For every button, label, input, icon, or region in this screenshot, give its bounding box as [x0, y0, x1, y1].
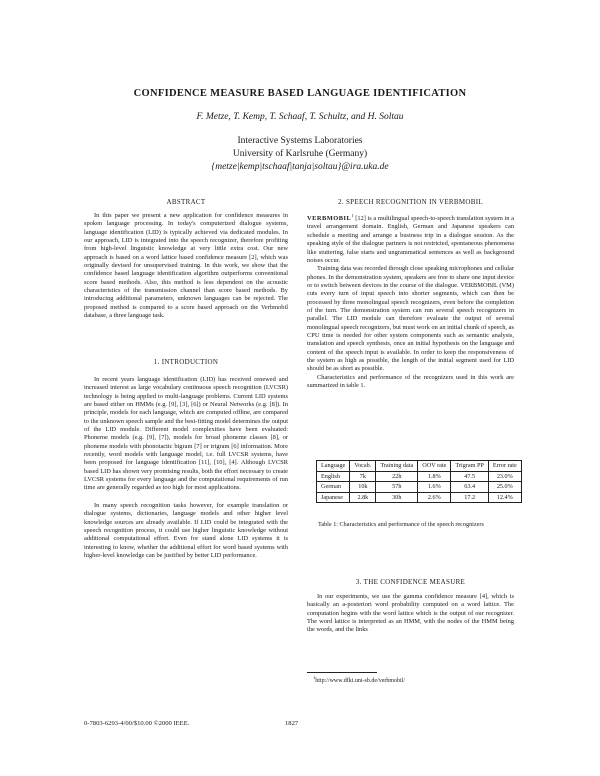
section2-paragraph-2: Training data was recorded through close speaking microphones and cellular phones. In the demonstration system, speakers are free to share one input device or to switch between devices in the course of the dialogue. VERBMOBIL (VM) cuts every turn of input speech into shorter segments, which can then be processed by three monolingual speech recognizers, even before the completion of the turn. The demonstration system can run several speech recognizers in parallel. The LID module can therefore evaluate the output of several monolingual speech recognizers, but must work on an initial chunk of speech, as CPU time is needed for other system components such as semantic analysis, translation and speech synthesis, once an initial hypothesis on the language and content of the speech input is available. In order to keep the responsiveness of the system as high as possible, the length of the initial segment used for LID should be as short as possible.: [307, 265, 514, 373]
section3-heading: 3. THE CONFIDENCE MEASURE: [355, 578, 466, 586]
table-cell: 1.8%: [418, 471, 451, 482]
table-cell: 22h: [376, 471, 418, 482]
section3-paragraph-1: In our experiments, we use the gamma confidence measure [4], which is basically an a-posteriori word probability computed on a word lattice. The computation begins with the word lattice which is the output of our recognizer. The word lattice is interpreted as an HMM, with the nodes of the HMM being the words, and the links: [307, 593, 514, 634]
table-cell: 47.5: [451, 471, 488, 482]
table-row: [317, 482, 522, 493]
affiliation-lab: Interactive Systems Laboratories: [237, 136, 363, 146]
section2-paragraph-1-text: [12] is a multilingual speech-to-speech translation system in a travel arrangement domain. English, German and Japanese speakers can schedule a meeting and arrange a business trip in a dialogue session. As the speaking style of the dialogue partners is not restricted, spontaneous phenomena like stuttering, false starts and ungrammatical sentences as well as background noises occur.: [307, 215, 514, 264]
section2-paragraph-3: Characteristics and performance of the recognizers used in this work are summarized in table 1.: [307, 373, 514, 389]
table-cell: 10k: [350, 482, 376, 493]
table-cell: 7k: [350, 471, 376, 482]
table-header-cell: Vocab.: [350, 461, 376, 472]
table-header-cell: Trigram PP: [451, 461, 488, 472]
section2-body: [307, 212, 514, 390]
table-row: [317, 492, 522, 503]
affiliation-university: University of Karlsruhe (Germany): [232, 149, 368, 159]
section3-body: [307, 593, 514, 635]
table-cell: 23.0%: [488, 471, 521, 482]
page-number: 1827: [285, 720, 299, 727]
introduction-body: [84, 376, 288, 560]
table-cell: German: [317, 482, 350, 493]
table-header-cell: Language: [317, 461, 350, 472]
table-cell: 2.8k: [350, 492, 376, 503]
table-cell: 1.6%: [418, 482, 451, 493]
footnote: [313, 675, 405, 684]
introduction-paragraph-2: In many speech recognition tasks however, for example translation or dialogue systems, dictionaries, language models and other higher level knowledge sources are already available. If LID could be integrated with the speech recognition process, it could use higher linguistic knowledge without additional computational effort. Even for stand alone LID systems it is interesting to know, whether the additional effort for word based systems with higher-level knowledge can be justified by better LID performance.: [84, 501, 288, 559]
section2-heading: 2. SPEECH RECOGNITION IN VERBMOBIL: [338, 198, 483, 206]
table-header-cell: Training data: [376, 461, 418, 472]
affiliation-emails: {metze|kemp|tschaaf|tanja|soltau}@ira.uka.de: [211, 162, 389, 172]
footnote-mark: 1: [351, 213, 354, 218]
footnote-url: http://www.dfki.uni-sb.de/verbmobil/: [315, 678, 406, 684]
table-cell: 17.2: [451, 492, 488, 503]
introduction-heading: 1. INTRODUCTION: [153, 358, 219, 366]
footnote-number: 1: [313, 675, 316, 680]
table-row: [317, 471, 522, 482]
paper-title: CONFIDENCE MEASURE BASED LANGUAGE IDENTIFICATION: [133, 88, 467, 99]
verbmobil-lead: VERBMOBIL: [307, 215, 352, 223]
table-cell: 2.6%: [418, 492, 451, 503]
table-cell: Japanese: [317, 492, 350, 503]
section2-paragraph-1: [307, 212, 514, 265]
table-header-cell: Error rate: [488, 461, 521, 472]
abstract-body: [84, 212, 288, 320]
table-caption: Table 1: Characteristics and performance of the speech recognizers: [318, 521, 484, 528]
table-cell: 12.4%: [488, 492, 521, 503]
footnote-divider: [307, 672, 377, 673]
recognizer-table: [316, 460, 522, 503]
table-cell: 63.4: [451, 482, 488, 493]
abstract-text: In this paper we present a new application for confidence measures in spoken language processing. In today's computerized dialogue systems, language identification (LID) is typically achieved via dedicated modules. In our approach, LID is integrated into the speech recognizer, therefore profiting from high-level linguistic knowledge at very little extra cost. Our new approach is based on a word lattice based confidence measure [2], which was originally devised for unsupervised training. In this work, we show that the confidence based language identification algorithm outperforms conventional score based methods. Also, this method is less dependent on the acoustic characteristics of the transmission channel than score based methods. By introducing additional parameters, unknown languages can be rejected. The proposed method is compared to a score based approach on the Verbmobil database, a three language task.: [84, 212, 288, 320]
table-cell: English: [317, 471, 350, 482]
table-cell: 30h: [376, 492, 418, 503]
table-cell: 25.0%: [488, 482, 521, 493]
table-header-row: [317, 461, 522, 472]
copyright-line: 0-7803-6293-4/00/$10.00 ©2000 IEEE.: [84, 720, 190, 727]
abstract-heading: ABSTRACT: [166, 198, 206, 206]
author-list: F. Metze, T. Kemp, T. Schaaf, T. Schultz, and H. Soltau: [196, 112, 404, 122]
introduction-paragraph-1: In recent years language identification (LID) has received renewed and increased interest as large vocabulary continuous speech recognition (LVCSR) technology is being applied to multi-language problems. Current LID systems are based either on HMMs (e.g. [9], [3], [6]) or Neural Networks (e.g. [8]). In principle, models for each language, which are computed offline, are compared to the unknown speech sample and the best-fitting model determines the output of the LID module. Different model complexities have been evaluated: Phoneme models (e.g. [9], [7]), models for broad phoneme classes [8], or phoneme models with phonotactic bigram [7] or trigram [6] information. More recently, word models with language model, i.e. full LVCSR systems, have been proposed for language identification [11], [10], [4]. Although LVCSR based LID has shown very promising results, both the effort necessary to create LVCSR systems for every language and the computational requirements of run time are generally regarded as too high for most applications.: [84, 376, 288, 492]
table-cell: 57h: [376, 482, 418, 493]
table-header-cell: OOV rate: [418, 461, 451, 472]
